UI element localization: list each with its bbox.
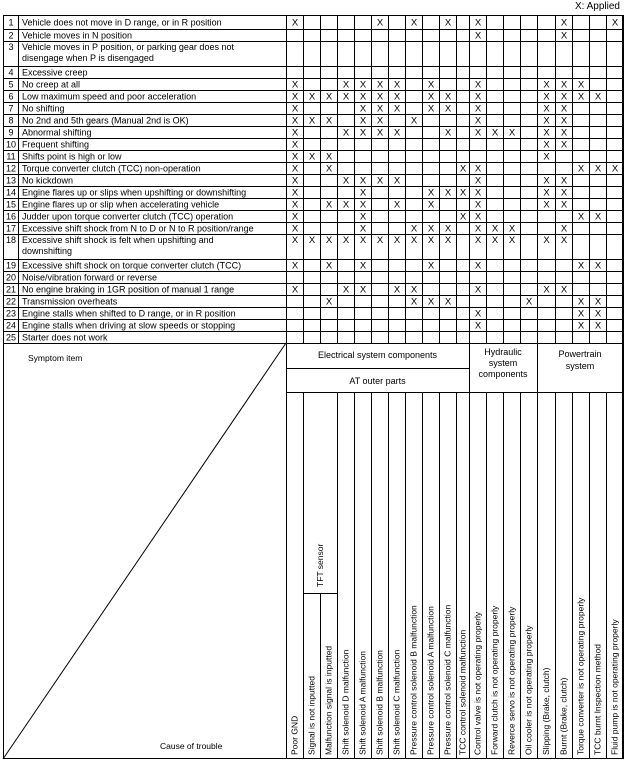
applied-mark: X <box>359 127 367 139</box>
applied-mark: X <box>543 187 550 199</box>
symptom-text: Vehicle moves in P position, or parking gear does not <box>22 42 234 52</box>
applied-mark: X <box>560 187 568 199</box>
applied-mark: X <box>594 211 602 223</box>
symptom-number: 11 <box>6 151 16 162</box>
applied-mark: X <box>359 260 367 272</box>
applied-mark: X <box>291 175 299 187</box>
applied-mark: X <box>325 296 333 308</box>
applied-mark: X <box>427 260 435 272</box>
symptom-text: No creep at all <box>22 79 81 90</box>
applied-mark: X <box>291 199 299 211</box>
applied-mark: X <box>474 163 482 175</box>
applied-mark: X <box>459 163 467 175</box>
applied-mark: X <box>393 199 401 211</box>
applied-mark: X <box>325 151 333 163</box>
corner-diagonal <box>3 343 286 759</box>
applied-mark: X <box>560 91 568 103</box>
applied-mark: X <box>410 17 418 29</box>
applied-mark: X <box>325 91 333 103</box>
applied-mark: X <box>291 79 299 91</box>
applied-mark: X <box>291 223 299 235</box>
symptom-text: Engine flares up or slips when upshifting or downshifting <box>22 187 247 198</box>
applied-mark: X <box>291 284 299 296</box>
applied-mark: X <box>474 260 482 272</box>
applied-mark: X <box>594 260 602 272</box>
symptom-number: 7 <box>8 103 14 114</box>
applied-mark: X <box>308 151 316 163</box>
applied-mark: X <box>543 199 550 211</box>
powertrain-group-header: Powertrain <box>558 349 602 359</box>
applied-mark: X <box>474 91 482 103</box>
applied-mark: X <box>427 79 435 91</box>
applied-mark: X <box>393 284 401 296</box>
applied-mark: X <box>359 223 367 235</box>
applied-mark: X <box>376 17 384 29</box>
symptom-number: 16 <box>5 211 17 222</box>
applied-mark: X <box>577 163 585 175</box>
applied-mark: X <box>560 223 568 235</box>
symptom-text: Abnormal shifting <box>22 127 92 138</box>
applied-mark: X <box>594 308 602 320</box>
applied-mark: X <box>611 163 619 175</box>
hydraulic-group-header: system <box>488 358 518 368</box>
applied-mark: X <box>508 223 516 235</box>
applied-mark: X <box>427 235 435 246</box>
applied-mark: X <box>474 127 482 139</box>
applied-mark: X <box>543 91 550 103</box>
applied-mark: X <box>474 211 482 223</box>
applied-mark: X <box>474 17 482 29</box>
cause-label: Pressure control solenoid A malfunction <box>425 606 436 755</box>
applied-mark: X <box>444 223 452 235</box>
applied-mark: X <box>359 199 367 211</box>
symptom-number: 22 <box>5 296 17 307</box>
applied-mark: X <box>474 187 482 199</box>
applied-mark: X <box>291 103 299 115</box>
symptom-text: Vehicle moves in N position <box>22 30 133 41</box>
applied-mark: X <box>376 79 384 91</box>
applied-mark: X <box>508 127 516 139</box>
applied-mark: X <box>410 223 418 235</box>
cause-label: Burnt (Brake, clutch) <box>558 677 569 755</box>
applied-mark: X <box>560 103 568 115</box>
applied-mark: X <box>474 175 482 187</box>
applied-mark: X <box>291 163 299 175</box>
symptom-number: 15 <box>5 199 17 210</box>
symptom-text: disengage when P is disengaged <box>22 53 154 63</box>
applied-mark: X <box>325 115 333 127</box>
applied-mark: X <box>291 139 299 151</box>
cause-label: TCC control solenoid malfunction <box>457 629 468 755</box>
applied-mark: X <box>342 284 350 296</box>
applied-mark: X <box>444 235 452 246</box>
symptom-number: 13 <box>5 175 17 186</box>
symptom-number: 14 <box>5 187 17 198</box>
cause-label: Forward clutch is not operating properly <box>489 605 500 755</box>
symptom-text: Judder upon torque converter clutch (TCC) operation <box>22 211 234 222</box>
electrical-group-header: Electrical system components <box>317 350 438 360</box>
applied-mark: X <box>359 284 367 296</box>
symptom-number: 17 <box>5 223 17 234</box>
applied-mark: X <box>427 103 435 115</box>
cause-label: Reverce servo is not operating properly <box>506 606 517 755</box>
applied-mark: X <box>325 199 333 211</box>
applied-mark: X <box>474 115 482 127</box>
applied-mark: X <box>444 17 452 29</box>
applied-mark: X <box>291 127 299 139</box>
symptom-number: 2 <box>8 30 14 41</box>
applied-mark: X <box>291 115 299 127</box>
applied-mark: X <box>491 235 499 246</box>
symptom-text: Shifts point is high or low <box>22 151 122 162</box>
cause-label: Shift solenoid C malfunction <box>391 649 402 755</box>
symptom-number: 20 <box>5 272 17 283</box>
applied-mark: X <box>611 17 619 29</box>
applied-mark: X <box>359 211 367 223</box>
symptom-text: No engine braking in 1GR position of manual 1 range <box>22 284 235 295</box>
applied-mark: X <box>543 127 550 139</box>
symptom-number: 1 <box>8 17 14 28</box>
applied-mark: X <box>474 320 482 332</box>
applied-mark: X <box>560 235 568 246</box>
at-outer-parts-header: AT outer parts <box>349 376 406 386</box>
applied-mark: X <box>359 103 367 115</box>
applied-mark: X <box>308 115 316 127</box>
symptom-text: Starter does not work <box>22 332 108 343</box>
applied-mark: X <box>560 79 568 91</box>
symptom-number: 19 <box>5 260 17 271</box>
applied-mark: X <box>342 175 350 187</box>
applied-mark: X <box>359 235 367 246</box>
applied-mark: X <box>543 139 550 151</box>
applied-mark: X <box>560 175 568 187</box>
applied-mark: X <box>459 211 467 223</box>
applied-mark: X <box>508 235 516 246</box>
applied-mark: X <box>594 163 602 175</box>
applied-mark: X <box>577 320 585 332</box>
symptom-number: 10 <box>5 139 17 150</box>
symptom-text: Low maximum speed and poor acceleration <box>22 91 197 102</box>
symptom-text: Vehicle does not move in D range, or in R position <box>22 17 222 28</box>
symptom-text: Excessive shift shock on torque converter clutch (TCC) <box>22 260 242 271</box>
applied-mark: X <box>359 187 367 199</box>
symptom-text: Transmission overheats <box>22 296 118 307</box>
applied-mark: X <box>376 127 384 139</box>
applied-mark: X <box>543 151 550 163</box>
applied-mark: X <box>325 235 333 246</box>
applied-mark: X <box>291 91 299 103</box>
cause-label: Shift solenoid B malfunction <box>374 650 385 755</box>
applied-mark: X <box>543 115 550 127</box>
applied-mark: X <box>474 308 482 320</box>
applied-mark: X <box>474 103 482 115</box>
applied-mark: X <box>342 127 350 139</box>
applied-mark: X <box>577 79 585 91</box>
symptom-number: 18 <box>5 235 17 245</box>
cause-of-trouble-label: Cause of trouble <box>160 741 223 751</box>
hydraulic-group-header: Hydraulic <box>484 347 522 357</box>
applied-mark: X <box>427 187 435 199</box>
applied-mark: X <box>342 79 350 91</box>
applied-mark: X <box>543 175 550 187</box>
applied-mark: X <box>410 284 418 296</box>
applied-mark: X <box>291 17 299 29</box>
applied-mark: X <box>359 91 367 103</box>
legend: X: Applied <box>574 1 620 12</box>
cause-label: Oil cooler is not operating properly <box>523 625 534 755</box>
symptom-text: Excessive shift shock from N to D or N to R position/range <box>22 223 254 234</box>
cause-label: Signal is not inputted <box>306 676 317 755</box>
applied-mark: X <box>560 284 568 296</box>
applied-mark: X <box>543 103 550 115</box>
applied-mark: X <box>291 260 299 272</box>
symptom-item-label: Symptom item <box>28 353 83 363</box>
applied-mark: X <box>308 91 316 103</box>
cause-label: TCC burnt Inspection method <box>592 643 603 755</box>
applied-mark: X <box>342 235 350 246</box>
applied-mark: X <box>474 30 482 42</box>
cause-label: Torque converter is not operating properly <box>575 597 586 755</box>
applied-mark: X <box>291 235 299 246</box>
symptom-text: No 2nd and 5th gears (Manual 2nd is OK) <box>22 115 189 126</box>
applied-mark: X <box>376 175 384 187</box>
symptom-text: Torque converter clutch (TCC) non-operation <box>22 163 201 174</box>
applied-mark: X <box>474 284 482 296</box>
applied-mark: X <box>325 260 333 272</box>
symptom-number: 8 <box>8 115 14 126</box>
symptom-number: 3 <box>8 42 14 52</box>
applied-mark: X <box>474 223 482 235</box>
symptom-text: Engine flares up or slip when accelerating vehicle <box>22 199 220 210</box>
symptom-number: 21 <box>5 284 17 295</box>
cause-label: Poor GND <box>289 715 300 755</box>
symptom-number: 5 <box>8 79 14 90</box>
applied-mark: X <box>393 127 401 139</box>
applied-mark: X <box>427 199 435 211</box>
applied-mark: X <box>393 103 401 115</box>
applied-mark: X <box>560 139 568 151</box>
cause-label: Control valve is not operating properly <box>472 611 483 755</box>
applied-mark: X <box>491 223 499 235</box>
applied-mark: X <box>577 308 585 320</box>
applied-mark: X <box>594 320 602 332</box>
cause-label: Slipping (Brake, clutch) <box>541 667 551 755</box>
applied-mark: X <box>560 30 568 42</box>
applied-mark: X <box>359 79 367 91</box>
symptom-text: No kickdown <box>22 175 74 186</box>
applied-mark: X <box>393 235 401 246</box>
applied-mark: X <box>427 91 435 103</box>
applied-mark: X <box>342 91 350 103</box>
symptom-number: 6 <box>8 91 14 102</box>
cause-label: Pressure control solenoid B malfunction <box>408 605 419 755</box>
applied-mark: X <box>427 296 435 308</box>
applied-mark: X <box>577 296 585 308</box>
cause-label: Pressure control solenoid C malfunction <box>442 604 453 755</box>
symptom-number: 12 <box>5 163 17 174</box>
applied-mark: X <box>342 199 350 211</box>
applied-mark: X <box>594 91 602 103</box>
applied-mark: X <box>560 115 568 127</box>
applied-mark: X <box>410 115 418 127</box>
applied-mark: X <box>410 296 418 308</box>
applied-mark: X <box>291 187 299 199</box>
applied-mark: X <box>376 235 384 246</box>
applied-mark: X <box>444 127 452 139</box>
applied-mark: X <box>560 127 568 139</box>
symptom-text: Engine stalls when driving at slow speeds or stopping <box>22 320 236 331</box>
applied-mark: X <box>291 151 299 163</box>
symptom-text: Excessive creep <box>22 67 88 78</box>
applied-mark: X <box>577 260 585 272</box>
symptom-text: downshifting <box>22 246 73 256</box>
applied-mark: X <box>376 115 384 127</box>
symptom-text: Engine stalls when shifted to D range, or in R position <box>22 308 236 319</box>
applied-mark: X <box>393 79 401 91</box>
applied-mark: X <box>474 199 482 211</box>
applied-mark: X <box>291 211 299 223</box>
applied-mark: X <box>376 91 384 103</box>
applied-mark: X <box>308 235 316 246</box>
hydraulic-group-header: components <box>478 369 528 379</box>
applied-mark: X <box>577 211 585 223</box>
applied-mark: X <box>474 79 482 91</box>
applied-mark: X <box>459 187 467 199</box>
cause-label: Fluid pump is not operating properly <box>609 619 620 755</box>
applied-mark: X <box>560 17 568 29</box>
applied-mark: X <box>444 296 452 308</box>
applied-mark: X <box>427 223 435 235</box>
applied-mark: X <box>444 91 452 103</box>
symptom-text: Excessive shift shock is felt when upshifting and <box>22 235 214 245</box>
symptom-number: 24 <box>5 320 17 331</box>
applied-mark: X <box>410 235 418 246</box>
symptom-number: 4 <box>8 67 14 78</box>
applied-mark: X <box>491 127 499 139</box>
applied-mark: X <box>560 199 568 211</box>
applied-mark: X <box>325 163 333 175</box>
cause-label: Shift solenoid D malfunction <box>340 649 351 755</box>
applied-mark: X <box>577 91 585 103</box>
powertrain-group-header: system <box>565 361 595 371</box>
applied-mark: X <box>359 175 367 187</box>
symptom-number: 25 <box>5 332 17 343</box>
tft-sensor-header: TFT sensor <box>315 543 325 587</box>
applied-mark: X <box>444 187 452 199</box>
applied-mark: X <box>594 296 602 308</box>
symptom-number: 9 <box>8 127 14 138</box>
applied-mark: X <box>393 175 401 187</box>
cause-label: Shift solenoid A malfunction <box>357 651 368 755</box>
applied-mark: X <box>359 115 367 127</box>
applied-mark: X <box>525 296 533 308</box>
symptom-number: 23 <box>5 308 17 319</box>
applied-mark: X <box>444 103 452 115</box>
symptom-text: No shifting <box>22 103 65 114</box>
applied-mark: X <box>543 284 550 296</box>
applied-mark: X <box>543 235 550 246</box>
applied-mark: X <box>543 79 550 91</box>
applied-mark: X <box>474 235 482 246</box>
applied-mark: X <box>393 91 401 103</box>
applied-mark: X <box>376 103 384 115</box>
cause-label: Malfunction signal is inputted <box>323 645 334 755</box>
symptom-text: Frequent shifting <box>22 139 90 150</box>
symptom-text: Noise/vibration forward or reverse <box>22 272 158 283</box>
